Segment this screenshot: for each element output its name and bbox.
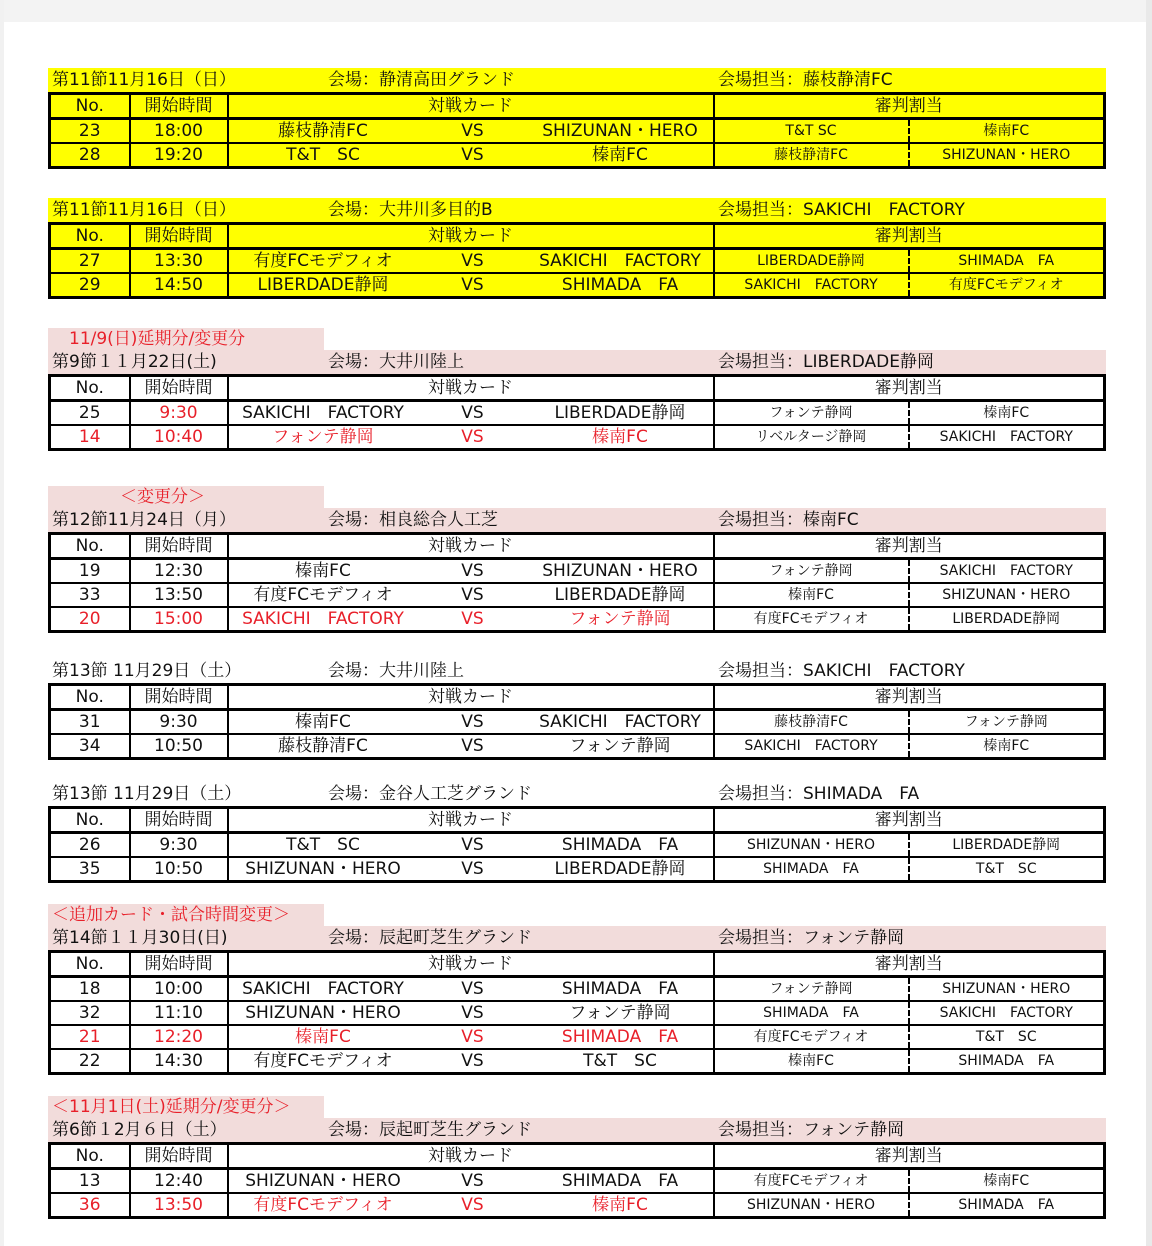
venue: 会場：静清高田グランド <box>328 70 515 90</box>
vs-label: VS <box>461 274 484 295</box>
venue: 会場：相良総合人工芝 <box>328 510 498 530</box>
away-team: LIBERDADE静岡 <box>528 857 714 882</box>
round-date: 第9節１１月22日(土) <box>52 352 217 372</box>
away-team: SHIMADA FA <box>528 1025 714 1049</box>
home-team: SHIZUNAN・HERO <box>228 1001 418 1025</box>
round-date: 第13節 11月29日（土） <box>52 661 242 681</box>
section-header <box>48 926 1106 950</box>
referee-1: SHIZUNAN・HERO <box>714 1193 909 1218</box>
match-section <box>48 68 1106 169</box>
round-date: 第11節11月16日（日） <box>52 200 236 220</box>
referee-1: 有度FCモデフィオ <box>714 607 909 632</box>
home-team: SHIZUNAN・HERO <box>245 858 401 879</box>
home-team: SAKICHI FACTORY <box>228 977 418 1002</box>
schedule-note: ＜11月1日(土)延期分/変更分＞ <box>48 1096 324 1118</box>
schedule-note: ＜変更分＞ <box>48 486 324 508</box>
referee-2: SHIZUNAN・HERO <box>909 977 1105 1002</box>
match-section <box>48 782 1106 883</box>
table-row <box>50 1001 1105 1025</box>
vs-label: VS <box>418 119 528 144</box>
home-team: フォンテ静岡 <box>272 426 374 447</box>
referee-2: フォンテ静岡 <box>909 710 1105 735</box>
away-team: LIBERDADE静岡 <box>528 583 714 607</box>
card-header: 対戦カード <box>228 534 714 559</box>
match-no: 29 <box>50 273 130 298</box>
match-no: 13 <box>50 1169 130 1194</box>
time-header: 開始時間 <box>130 534 228 559</box>
schedule-note: ＜追加カード・試合時間変更＞ <box>48 904 324 926</box>
vs-label: VS <box>418 1001 528 1025</box>
start-time: 14:50 <box>130 273 228 298</box>
away-team: SHIMADA FA <box>528 273 714 298</box>
match-no: 33 <box>50 583 130 607</box>
start-time: 12:40 <box>130 1169 228 1194</box>
referee-2: 有度FCモデフィオ <box>948 276 1064 293</box>
referee-header: 審判割当 <box>714 1144 1105 1169</box>
home-team: SAKICHI FACTORY <box>228 401 418 426</box>
vs-label: VS <box>418 710 528 735</box>
start-time: 15:00 <box>130 607 228 632</box>
vs-label: VS <box>418 249 528 274</box>
venue-manager: 会場担当：LIBERDADE静岡 <box>718 352 934 372</box>
table-row <box>50 1169 1105 1194</box>
round-date: 第14節１１月30日(日) <box>52 928 228 948</box>
table-header-row <box>50 1144 1105 1169</box>
home-team: 榛南FC <box>228 1025 418 1049</box>
match-no: 20 <box>50 607 130 632</box>
home-team: 榛南FC <box>228 559 418 584</box>
table-header-row <box>50 808 1105 833</box>
away-team: LIBERDADE静岡 <box>528 401 714 426</box>
table-row <box>50 273 1105 298</box>
referee-header: 審判割当 <box>714 952 1105 977</box>
table-row <box>50 607 1105 632</box>
section-header <box>48 782 1106 806</box>
referee-2: SAKICHI FACTORY <box>909 1001 1105 1025</box>
referee-header: 審判割当 <box>714 376 1105 401</box>
referee-1: T&T SC <box>714 119 909 144</box>
home-team: 榛南FC <box>228 710 418 735</box>
referee-2: SHIZUNAN・HERO <box>942 146 1071 163</box>
start-time: 9:30 <box>130 710 228 735</box>
match-section <box>48 1096 1106 1219</box>
referee-1: 有度FCモデフィオ <box>714 1169 909 1194</box>
schedule-note: 11/9(日)延期分/変更分 <box>48 328 324 350</box>
no-header: No. <box>50 1144 130 1169</box>
referee-header: 審判割当 <box>714 94 1105 119</box>
vs-label: VS <box>418 977 528 1002</box>
start-time: 9:30 <box>130 401 228 426</box>
start-time: 10:50 <box>130 857 228 882</box>
referee-2: SHIMADA FA <box>958 1052 1055 1069</box>
vs-label: VS <box>418 1169 528 1194</box>
vs-label: VS <box>461 858 484 879</box>
no-header: No. <box>50 685 130 710</box>
home-team: SHIZUNAN・HERO <box>228 1169 418 1194</box>
home-team: 有度FCモデフィオ <box>228 583 418 607</box>
match-no: 26 <box>50 833 130 858</box>
home-team: 有度FCモデフィオ <box>228 249 418 274</box>
venue: 会場：大井川陸上 <box>328 661 464 681</box>
table-row <box>50 710 1105 735</box>
top-band <box>0 0 1152 22</box>
referee-1: フォンテ静岡 <box>714 559 909 584</box>
referee-1: 榛南FC <box>714 1049 909 1074</box>
vs-label: VS <box>461 1194 484 1215</box>
card-header: 対戦カード <box>228 952 714 977</box>
referee-2: 榛南FC <box>909 119 1105 144</box>
match-no: 34 <box>50 734 130 759</box>
referee-1: 有度FCモデフィオ <box>714 1025 909 1049</box>
start-time: 13:50 <box>130 583 228 607</box>
start-time: 11:10 <box>130 1001 228 1025</box>
referee-2: SHIZUNAN・HERO <box>909 583 1105 607</box>
match-no: 21 <box>50 1025 130 1049</box>
referee-2: 榛南FC <box>983 737 1030 754</box>
time-header: 開始時間 <box>130 808 228 833</box>
match-section <box>48 904 1106 1075</box>
schedule-table <box>48 222 1106 299</box>
start-time: 19:20 <box>130 143 228 168</box>
table-row <box>50 833 1105 858</box>
referee-1: フォンテ静岡 <box>714 977 909 1002</box>
referee-header: 審判割当 <box>714 534 1105 559</box>
referee-2: T&T SC <box>909 1025 1105 1049</box>
venue: 会場：金谷人工芝グランド <box>328 784 532 804</box>
venue: 会場：大井川陸上 <box>328 352 464 372</box>
round-date: 第12節11月24日（月） <box>52 510 236 530</box>
start-time: 13:30 <box>130 249 228 274</box>
referee-2: SAKICHI FACTORY <box>909 559 1105 584</box>
round-date: 第6節１2月６日（土） <box>52 1120 227 1140</box>
match-section <box>48 659 1106 760</box>
venue: 会場：大井川多目的B <box>328 200 493 220</box>
match-no: 22 <box>50 1049 130 1074</box>
referee-1: リベルタージ静岡 <box>714 425 909 450</box>
no-header: No. <box>50 534 130 559</box>
table-row <box>50 249 1105 274</box>
away-team: T&T SC <box>528 1049 714 1074</box>
referee-1: SHIMADA FA <box>714 857 909 882</box>
referee-1: 藤枝静清FC <box>714 143 909 168</box>
time-header: 開始時間 <box>130 94 228 119</box>
home-team: SAKICHI FACTORY <box>242 608 404 629</box>
schedule-table <box>48 374 1106 451</box>
table-row <box>50 143 1105 168</box>
away-team: SHIZUNAN・HERO <box>528 119 714 144</box>
no-header: No. <box>50 952 130 977</box>
time-header: 開始時間 <box>130 685 228 710</box>
time-header: 開始時間 <box>130 224 228 249</box>
table-header-row <box>50 685 1105 710</box>
match-no: 27 <box>50 249 130 274</box>
start-time: 12:30 <box>130 559 228 584</box>
away-team: 榛南FC <box>528 425 714 450</box>
round-date: 第13節 11月29日（土） <box>52 784 242 804</box>
start-time: 18:00 <box>130 119 228 144</box>
card-header: 対戦カード <box>228 376 714 401</box>
referee-1: 榛南FC <box>714 583 909 607</box>
schedule-table <box>48 806 1106 883</box>
home-team: 有度FCモデフィオ <box>253 1050 393 1071</box>
section-header <box>48 508 1106 532</box>
match-section <box>48 198 1106 299</box>
table-header-row <box>50 94 1105 119</box>
referee-2: SAKICHI FACTORY <box>939 428 1073 445</box>
home-team: T&T SC <box>286 144 360 165</box>
home-team: 藤枝静清FC <box>278 735 368 756</box>
match-section <box>48 328 1106 451</box>
venue-manager: 会場担当：SAKICHI FACTORY <box>718 661 965 681</box>
match-section <box>48 486 1106 633</box>
start-time: 10:00 <box>130 977 228 1002</box>
schedule-table <box>48 683 1106 760</box>
table-row <box>50 559 1105 584</box>
start-time: 10:40 <box>130 425 228 450</box>
round-date: 第11節11月16日（日） <box>52 70 236 90</box>
card-header: 対戦カード <box>228 685 714 710</box>
table-header-row <box>50 376 1105 401</box>
away-team: フォンテ静岡 <box>528 734 714 759</box>
home-team: LIBERDADE静岡 <box>257 274 389 295</box>
section-header <box>48 659 1106 683</box>
referee-2: SHIMADA FA <box>958 1196 1055 1213</box>
away-team: SAKICHI FACTORY <box>528 249 714 274</box>
left-edge <box>0 0 4 1246</box>
home-team: T&T SC <box>228 833 418 858</box>
vs-label: VS <box>461 735 484 756</box>
match-no: 28 <box>50 143 130 168</box>
referee-1: フォンテ静岡 <box>714 401 909 426</box>
match-no: 25 <box>50 401 130 426</box>
card-header: 対戦カード <box>228 808 714 833</box>
away-team: 榛南FC <box>528 1193 714 1218</box>
away-team: SHIMADA FA <box>528 833 714 858</box>
away-team: フォンテ静岡 <box>528 1001 714 1025</box>
section-header <box>48 198 1106 222</box>
schedule-table <box>48 532 1106 633</box>
no-header: No. <box>50 94 130 119</box>
referee-2: LIBERDADE静岡 <box>909 833 1105 858</box>
start-time: 13:50 <box>130 1193 228 1218</box>
referee-2: LIBERDADE静岡 <box>952 610 1061 627</box>
start-time: 14:30 <box>130 1049 228 1074</box>
referee-2: SHIMADA FA <box>909 249 1105 274</box>
vs-label: VS <box>418 833 528 858</box>
referee-1: SHIZUNAN・HERO <box>714 833 909 858</box>
table-row <box>50 977 1105 1002</box>
table-row <box>50 119 1105 144</box>
table-header-row <box>50 534 1105 559</box>
no-header: No. <box>50 224 130 249</box>
match-no: 36 <box>50 1193 130 1218</box>
section-header <box>48 1118 1106 1142</box>
table-header-row <box>50 952 1105 977</box>
away-team: フォンテ静岡 <box>528 607 714 632</box>
venue: 会場：辰起町芝生グランド <box>328 1120 532 1140</box>
card-header: 対戦カード <box>228 1144 714 1169</box>
match-no: 23 <box>50 119 130 144</box>
time-header: 開始時間 <box>130 376 228 401</box>
match-no: 18 <box>50 977 130 1002</box>
away-team: 榛南FC <box>528 143 714 168</box>
vs-label: VS <box>461 608 484 629</box>
table-row <box>50 425 1105 450</box>
referee-1: SAKICHI FACTORY <box>714 734 909 759</box>
right-edge <box>1146 0 1152 1246</box>
match-no: 32 <box>50 1001 130 1025</box>
no-header: No. <box>50 376 130 401</box>
start-time: 10:50 <box>130 734 228 759</box>
schedule-table <box>48 950 1106 1075</box>
schedule-table <box>48 92 1106 169</box>
vs-label: VS <box>418 559 528 584</box>
table-row <box>50 857 1105 882</box>
vs-label: VS <box>461 144 484 165</box>
section-header <box>48 68 1106 92</box>
venue-manager: 会場担当：フォンテ静岡 <box>718 1120 905 1140</box>
venue: 会場：辰起町芝生グランド <box>328 928 532 948</box>
referee-1: 藤枝静清FC <box>714 710 909 735</box>
table-row <box>50 1025 1105 1049</box>
start-time: 12:20 <box>130 1025 228 1049</box>
match-no: 14 <box>50 425 130 450</box>
away-team: SAKICHI FACTORY <box>528 710 714 735</box>
venue-manager: 会場担当：藤枝静清FC <box>718 70 893 90</box>
referee-1: SHIMADA FA <box>714 1001 909 1025</box>
venue-manager: 会場担当：榛南FC <box>718 510 859 530</box>
referee-2: 榛南FC <box>909 1169 1105 1194</box>
start-time: 9:30 <box>130 833 228 858</box>
time-header: 開始時間 <box>130 952 228 977</box>
table-row <box>50 1049 1105 1074</box>
home-team: 有度FCモデフィオ <box>253 1194 393 1215</box>
referee-1: SAKICHI FACTORY <box>714 273 909 298</box>
match-no: 31 <box>50 710 130 735</box>
vs-label: VS <box>418 1025 528 1049</box>
referee-header: 審判割当 <box>714 685 1105 710</box>
schedule-table <box>48 1142 1106 1219</box>
home-team: 藤枝静清FC <box>228 119 418 144</box>
section-header <box>48 350 1106 374</box>
venue-manager: 会場担当：フォンテ静岡 <box>718 928 905 948</box>
card-header: 対戦カード <box>228 224 714 249</box>
vs-label: VS <box>418 401 528 426</box>
table-header-row <box>50 224 1105 249</box>
table-row <box>50 401 1105 426</box>
referee-1: LIBERDADE静岡 <box>714 249 909 274</box>
away-team: SHIZUNAN・HERO <box>528 559 714 584</box>
referee-2: T&T SC <box>975 860 1037 877</box>
no-header: No. <box>50 808 130 833</box>
venue-manager: 会場担当：SHIMADA FA <box>718 784 920 804</box>
card-header: 対戦カード <box>228 94 714 119</box>
match-no: 19 <box>50 559 130 584</box>
vs-label: VS <box>461 1050 484 1071</box>
match-no: 35 <box>50 857 130 882</box>
vs-label: VS <box>461 426 484 447</box>
away-team: SHIMADA FA <box>528 977 714 1002</box>
referee-header: 審判割当 <box>714 224 1105 249</box>
vs-label: VS <box>418 583 528 607</box>
referee-header: 審判割当 <box>714 808 1105 833</box>
time-header: 開始時間 <box>130 1144 228 1169</box>
table-row <box>50 1193 1105 1218</box>
referee-2: 榛南FC <box>909 401 1105 426</box>
away-team: SHIMADA FA <box>528 1169 714 1194</box>
table-row <box>50 734 1105 759</box>
table-row <box>50 583 1105 607</box>
venue-manager: 会場担当：SAKICHI FACTORY <box>718 200 965 220</box>
